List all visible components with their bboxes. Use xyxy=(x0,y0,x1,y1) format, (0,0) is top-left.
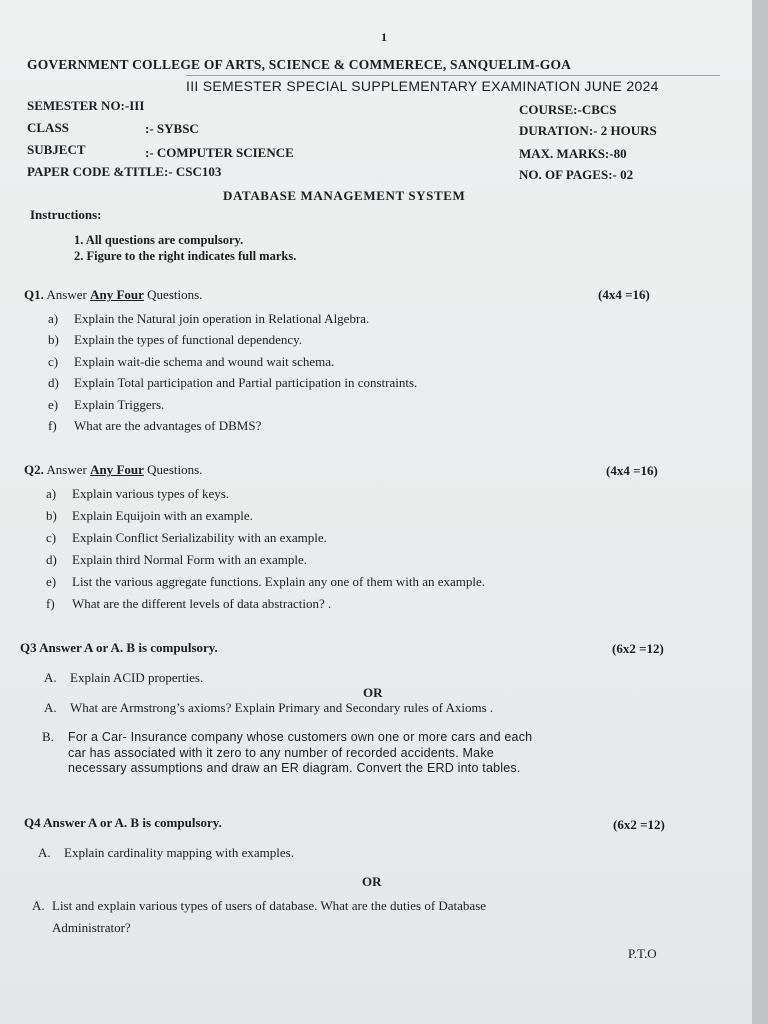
q1-heading: Q1. Answer Any Four Questions. xyxy=(24,287,203,302)
exam-title: III SEMESTER SPECIAL SUPPLEMENTARY EXAMINATION JUNE 2024 xyxy=(186,78,659,94)
q1-item-a: a) Explain the Natural join operation in Relational Algebra. xyxy=(48,311,370,326)
subject-value: :- COMPUTER SCIENCE xyxy=(145,145,294,160)
q3-option-b xyxy=(68,730,532,777)
q4-marks: (6x2 =12) xyxy=(613,817,665,832)
q2-heading: Q2. Answer Any Four Questions. xyxy=(24,462,203,477)
pto-note: P.T.O xyxy=(628,946,657,961)
q1-marks: (4x4 =16) xyxy=(598,287,650,302)
q2-item-f: f) What are the different levels of data abstraction? . xyxy=(46,596,332,611)
page-edge-shadow xyxy=(752,0,768,1024)
q4-option-a2: A. List and explain various types of users of database. What are the duties of Database xyxy=(32,898,487,913)
instructions-heading: Instructions: xyxy=(30,207,102,222)
q1-item-d: d) Explain Total participation and Partial participation in constraints. xyxy=(48,375,418,390)
max-marks: MAX. MARKS:-80 xyxy=(519,146,627,161)
q3-b-line-3: necessary assumptions and draw an ER diagram. Convert the ERD into tables. xyxy=(68,761,521,775)
course: COURSE:-CBCS xyxy=(519,102,617,117)
q4-heading: Q4 Answer A or A. B is compulsory. xyxy=(24,815,222,830)
semester-label: SEMESTER NO:-III xyxy=(27,98,145,113)
q1-item-c: c) Explain wait-die schema and wound wait schema. xyxy=(48,354,335,369)
paper-code: PAPER CODE &TITLE:- CSC103 xyxy=(27,164,222,179)
q3-b-line-1: For a Car- Insurance company whose customers own one or more cars and each xyxy=(68,730,533,744)
q3-or: OR xyxy=(363,685,383,700)
duration: DURATION:- 2 HOURS xyxy=(519,123,657,138)
q4-option-a2-line-2: Administrator? xyxy=(52,920,131,935)
q2-item-d: d) Explain third Normal Form with an example. xyxy=(46,552,308,567)
q3-heading: Q3 Answer A or A. B is compulsory. xyxy=(20,640,218,655)
q2-item-b: b) Explain Equijoin with an example. xyxy=(46,508,253,523)
instruction-2: 2. Figure to the right indicates full marks. xyxy=(74,249,297,263)
q4-option-a1: A. Explain cardinality mapping with examples. xyxy=(38,845,294,860)
q2-marks: (4x4 =16) xyxy=(606,463,658,478)
class-value: :- SYBSC xyxy=(145,121,199,136)
q3-option-a2: A. What are Armstrong’s axioms? Explain Primary and Secondary rules of Axioms . xyxy=(44,700,494,715)
q3-marks: (6x2 =12) xyxy=(612,641,664,656)
q2-item-a: a) Explain various types of keys. xyxy=(46,486,230,501)
q4-or: OR xyxy=(362,874,382,889)
class-label: CLASS xyxy=(27,120,69,135)
number-of-pages: NO. OF PAGES:- 02 xyxy=(519,167,634,182)
q2-item-c: c) Explain Conflict Serializability with an example. xyxy=(46,530,327,545)
subject-label: SUBJECT xyxy=(27,142,86,157)
q3-option-a1: A. Explain ACID properties. xyxy=(44,670,204,685)
q1-item-b: b) Explain the types of functional dependency. xyxy=(48,332,303,347)
instruction-1: 1. All questions are compulsory. xyxy=(74,233,244,247)
page-number: 1 xyxy=(381,30,387,44)
q1-item-f: f) What are the advantages of DBMS? xyxy=(48,418,262,433)
q1-item-e: e) Explain Triggers. xyxy=(48,397,165,412)
header-divider xyxy=(186,75,720,76)
college-name: GOVERNMENT COLLEGE OF ARTS, SCIENCE & COMMERECE, SANQUELIM-GOA xyxy=(27,57,572,72)
paper-title: DATABASE MANAGEMENT SYSTEM xyxy=(223,188,466,203)
q3-option-b-label: B. xyxy=(42,729,54,744)
q3-b-line-2: car has associated with it zero to any number of recorded accidents. Make xyxy=(68,745,494,760)
q2-item-e: e) List the various aggregate functions. Explain any one of them with an example. xyxy=(46,574,485,589)
